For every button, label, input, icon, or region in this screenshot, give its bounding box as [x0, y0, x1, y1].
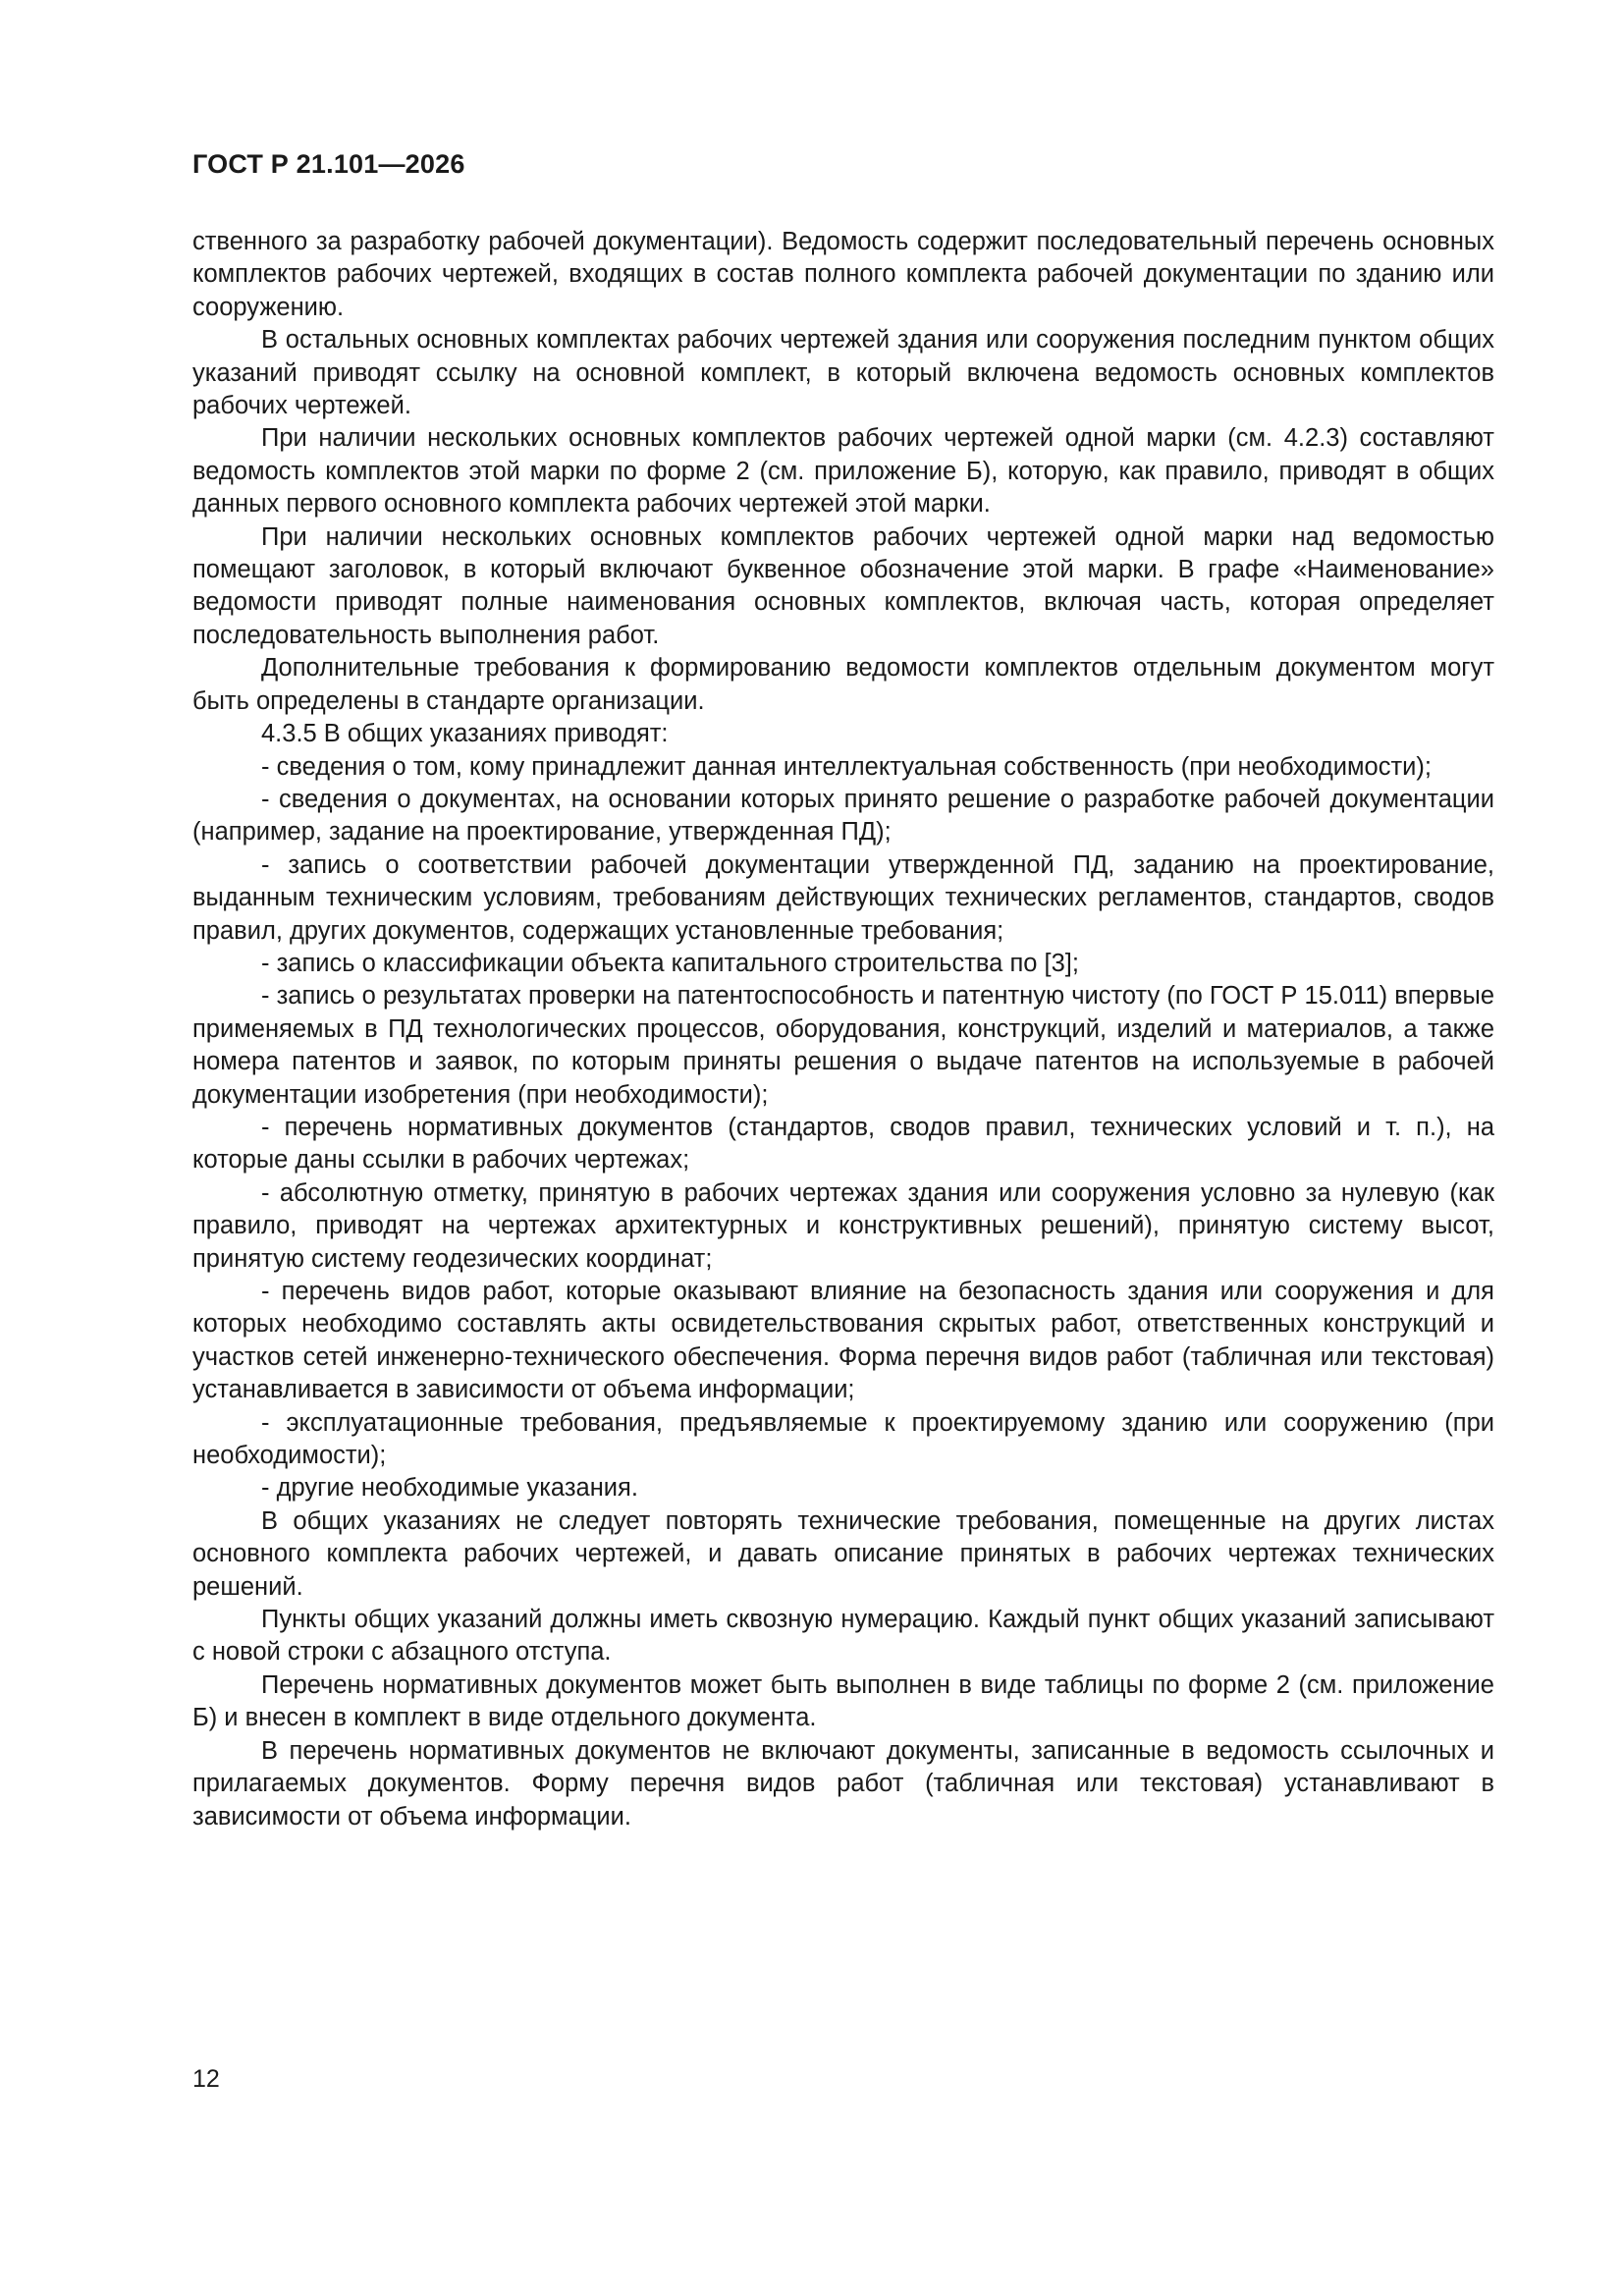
list-item: - абсолютную отметку, принятую в рабочих чертежах здания или сооружения условно за нулевую (как правило, приводят на чертежах архитектурных и конструктивных решений), принятую систему высот, принятую систему геодезических координат; [192, 1178, 1494, 1273]
paragraph: Перечень нормативных документов может быть выполнен в виде таблицы по форме 2 (см. приложение Б) и внесен в комплект в виде отдельного документа. [192, 1670, 1494, 1732]
document-body [192, 226, 1494, 1833]
paragraph: В общих указаниях не следует повторять технические требования, помещенные на других листах основного комплекта рабочих чертежей, и давать описание принятых в рабочих чертежах технических решений. [192, 1506, 1494, 1601]
list-item: - запись о результатах проверки на патентоспособность и патентную чистоту (по ГОСТ Р 15.011) впервые применяемых в ПД технологических процессов, оборудования, конструкций, изделий и материалов, а также номера патентов и заявок, по которым приняты решения о выдаче патентов на используемые в рабочей документации изобретения (при необходимости); [192, 982, 1494, 1109]
paragraph: В остальных основных комплектах рабочих чертежей здания или сооружения последним пунктом общих указаний приводят ссылку на основной комплект, в который включена ведомость основных комплектов рабочих чертежей. [192, 326, 1494, 420]
list-item: - эксплуатационные требования, предъявляемые к проектируемому зданию или сооружению (при необходимости); [192, 1408, 1494, 1470]
section-heading-4-3-5: 4.3.5 В общих указаниях приводят: [261, 720, 669, 748]
paragraph: При наличии нескольких основных комплектов рабочих чертежей одной марки (см. 4.2.3) составляют ведомость комплектов этой марки по форме 2 (см. приложение Б), которую, как правило, приводят в общих данных первого основного комплекта рабочих чертежей этой марки. [192, 424, 1494, 519]
paragraph: Дополнительные требования к формированию ведомости комплектов отдельным документом могут быть определены в стандарте организации. [192, 654, 1494, 715]
paragraph: При наличии нескольких основных комплектов рабочих чертежей одной марки над ведомостью помещают заголовок, в который включают буквенное обозначение этой марки. В графе «Наименование» ведомости приводят полные наименования основных комплектов, включая часть, которая определяет последовательность выполнения работ. [192, 522, 1494, 649]
list-item: - сведения о том, кому принадлежит данная интеллектуальная собственность (при необходимости); [261, 752, 1432, 781]
paragraph-continuation: ственного за разработку рабочей документации). Ведомость содержит последовательный перечень основных комплектов рабочих чертежей, входящих в состав полного комплекта рабочей документации по зданию или сооружению. [192, 228, 1494, 321]
list-item: - другие необходимые указания. [261, 1474, 638, 1503]
paragraph: Пункты общих указаний должны иметь сквозную нумерацию. Каждый пункт общих указаний записывают с новой строки с абзацного отступа. [192, 1606, 1494, 1667]
list-item: - перечень нормативных документов (стандартов, сводов правил, технических условий и т. п.), на которые даны ссылки в рабочих чертежах; [192, 1113, 1494, 1175]
list-item: - перечень видов работ, которые оказывают влияние на безопасность здания или сооружения и для которых необходимо составлять акты освидетельствования скрытых работ, ответственных конструкций и участков сетей инженерно-технического обеспечения. Форма перечня видов работ (табличная или текстовая) устанавливается в зависимости от объема информации; [192, 1278, 1494, 1404]
list-item: - запись о соответствии рабочей документации утвержденной ПД, заданию на проектирование, выданным техническим условиям, требованиям действующих технических регламентов, стандартов, сводов правил, других документов, содержащих установленные требования; [192, 850, 1494, 945]
list-item: - запись о классификации объекта капитального строительства по [3]; [261, 949, 1079, 977]
document-header: ГОСТ Р 21.101—2026 [192, 149, 465, 179]
page-number: 12 [192, 2065, 220, 2093]
paragraph: В перечень нормативных документов не включают документы, записанные в ведомость ссылочных и прилагаемых документов. Форму перечня видов работ (табличная или текстовая) устанавливают в зависимости от объема информации. [192, 1736, 1494, 1831]
list-item: - сведения о документах, на основании которых принято решение о разработке рабочей документации (например, задание на проектирование, утвержденная ПД); [192, 785, 1494, 847]
